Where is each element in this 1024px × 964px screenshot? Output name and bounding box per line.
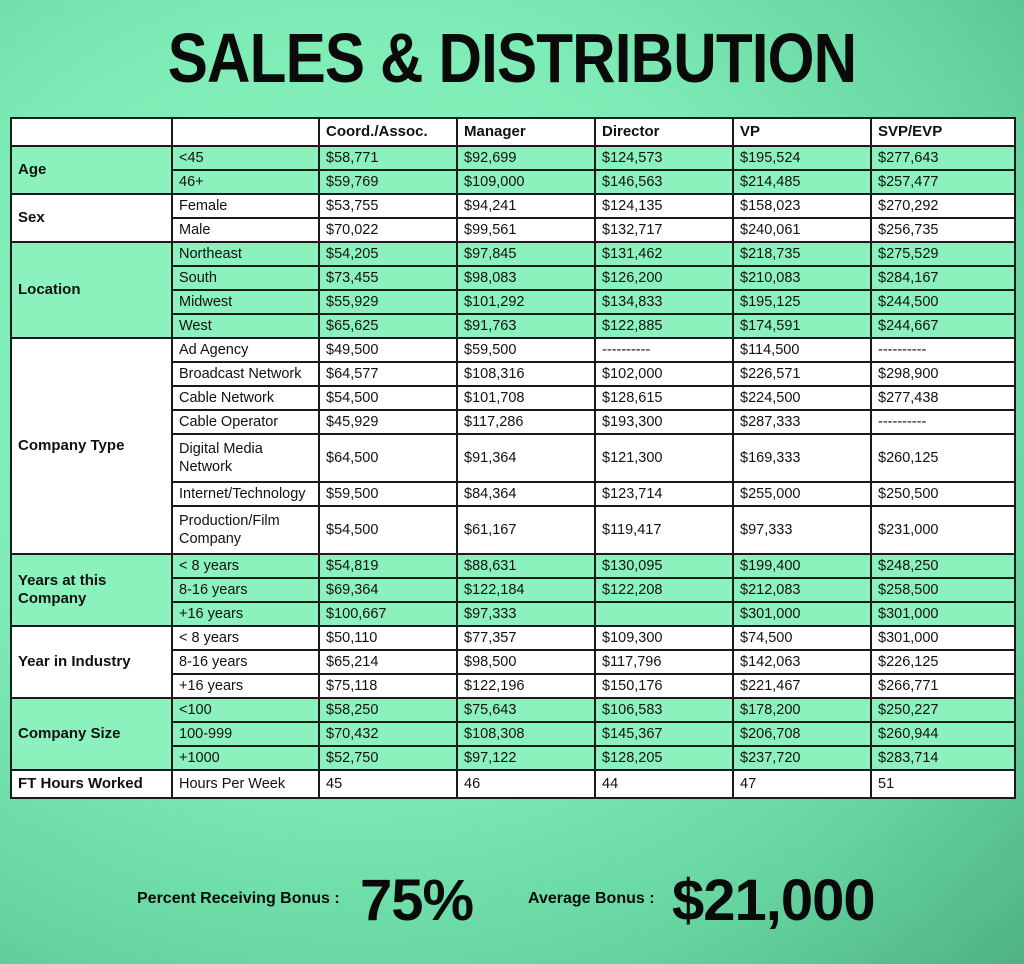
- row-label: Cable Network: [172, 386, 319, 410]
- value-cell: $97,333: [733, 506, 871, 554]
- value-cell: $301,000: [871, 602, 1015, 626]
- value-cell: ----------: [871, 410, 1015, 434]
- value-cell: $55,929: [319, 290, 457, 314]
- table-row: [11, 554, 1015, 578]
- category-label: Location: [11, 242, 172, 338]
- value-cell: $275,529: [871, 242, 1015, 266]
- value-cell: $97,845: [457, 242, 595, 266]
- value-cell: $244,500: [871, 290, 1015, 314]
- value-cell: $145,367: [595, 722, 733, 746]
- value-cell: $54,205: [319, 242, 457, 266]
- value-cell: $99,561: [457, 218, 595, 242]
- table-row: [11, 242, 1015, 266]
- value-cell: $132,717: [595, 218, 733, 242]
- value-cell: $126,200: [595, 266, 733, 290]
- value-cell: $64,500: [319, 434, 457, 482]
- value-cell: $108,308: [457, 722, 595, 746]
- value-cell: $258,500: [871, 578, 1015, 602]
- value-cell: $146,563: [595, 170, 733, 194]
- value-cell: $65,625: [319, 314, 457, 338]
- page-title: SALES & DISTRIBUTION: [167, 19, 857, 97]
- value-cell: $270,292: [871, 194, 1015, 218]
- category-label: Sex: [11, 194, 172, 242]
- value-cell: $260,944: [871, 722, 1015, 746]
- value-cell: $128,205: [595, 746, 733, 770]
- value-cell: $218,735: [733, 242, 871, 266]
- value-cell: $277,438: [871, 386, 1015, 410]
- row-label: Internet/Technology: [172, 482, 319, 506]
- value-cell: $142,063: [733, 650, 871, 674]
- value-cell: $224,500: [733, 386, 871, 410]
- value-cell: $283,714: [871, 746, 1015, 770]
- value-cell: $59,769: [319, 170, 457, 194]
- value-cell: $130,095: [595, 554, 733, 578]
- value-cell: $75,643: [457, 698, 595, 722]
- value-cell: $250,500: [871, 482, 1015, 506]
- row-label: Female: [172, 194, 319, 218]
- column-header: SVP/EVP: [871, 118, 1015, 146]
- value-cell: 47: [733, 770, 871, 798]
- value-cell: $122,885: [595, 314, 733, 338]
- row-label: Midwest: [172, 290, 319, 314]
- value-cell: $122,196: [457, 674, 595, 698]
- header-row: [11, 118, 1015, 146]
- value-cell: ----------: [595, 338, 733, 362]
- category-label: Years at this Company: [11, 554, 172, 626]
- row-label: Hours Per Week: [172, 770, 319, 798]
- table-row: [11, 770, 1015, 798]
- value-cell: $74,500: [733, 626, 871, 650]
- salary-table: [10, 117, 1016, 799]
- percent-bonus-value: 75%: [360, 868, 474, 933]
- value-cell: $195,524: [733, 146, 871, 170]
- value-cell: $250,227: [871, 698, 1015, 722]
- value-cell: $98,500: [457, 650, 595, 674]
- value-cell: $108,316: [457, 362, 595, 386]
- value-cell: $70,022: [319, 218, 457, 242]
- value-cell: $53,755: [319, 194, 457, 218]
- row-label: <45: [172, 146, 319, 170]
- value-cell: $65,214: [319, 650, 457, 674]
- value-cell: $206,708: [733, 722, 871, 746]
- value-cell: $59,500: [319, 482, 457, 506]
- value-cell: $58,771: [319, 146, 457, 170]
- value-cell: $117,796: [595, 650, 733, 674]
- value-cell: $94,241: [457, 194, 595, 218]
- column-header: Director: [595, 118, 733, 146]
- row-label: Digital Media Network: [172, 434, 319, 482]
- value-cell: $195,125: [733, 290, 871, 314]
- value-cell: $91,763: [457, 314, 595, 338]
- value-cell: $101,708: [457, 386, 595, 410]
- value-cell: $266,771: [871, 674, 1015, 698]
- value-cell: $174,591: [733, 314, 871, 338]
- percent-bonus-label: Percent Receiving Bonus :: [137, 890, 340, 907]
- row-label: < 8 years: [172, 554, 319, 578]
- value-cell: $248,250: [871, 554, 1015, 578]
- column-header: Manager: [457, 118, 595, 146]
- table-row: [11, 338, 1015, 362]
- value-cell: $257,477: [871, 170, 1015, 194]
- value-cell: $301,000: [871, 626, 1015, 650]
- value-cell: $58,250: [319, 698, 457, 722]
- category-label: Company Type: [11, 338, 172, 554]
- row-label: +1000: [172, 746, 319, 770]
- row-label: 100-999: [172, 722, 319, 746]
- value-cell: $92,699: [457, 146, 595, 170]
- value-cell: $255,000: [733, 482, 871, 506]
- average-bonus-value: $21,000: [672, 868, 875, 933]
- value-cell: $69,364: [319, 578, 457, 602]
- value-cell: 51: [871, 770, 1015, 798]
- value-cell: $122,208: [595, 578, 733, 602]
- value-cell: $277,643: [871, 146, 1015, 170]
- value-cell: $91,364: [457, 434, 595, 482]
- row-label: South: [172, 266, 319, 290]
- value-cell: $61,167: [457, 506, 595, 554]
- value-cell: $122,184: [457, 578, 595, 602]
- value-cell: $124,135: [595, 194, 733, 218]
- table-row: [11, 194, 1015, 218]
- value-cell: [595, 602, 733, 626]
- value-cell: $210,083: [733, 266, 871, 290]
- value-cell: $101,292: [457, 290, 595, 314]
- value-cell: $123,714: [595, 482, 733, 506]
- value-cell: $97,333: [457, 602, 595, 626]
- column-header: [11, 118, 172, 146]
- value-cell: $199,400: [733, 554, 871, 578]
- row-label: 8-16 years: [172, 578, 319, 602]
- value-cell: 44: [595, 770, 733, 798]
- value-cell: $54,819: [319, 554, 457, 578]
- column-header: VP: [733, 118, 871, 146]
- row-label: 8-16 years: [172, 650, 319, 674]
- row-label: <100: [172, 698, 319, 722]
- value-cell: $124,573: [595, 146, 733, 170]
- value-cell: $226,571: [733, 362, 871, 386]
- row-label: Northeast: [172, 242, 319, 266]
- value-cell: $109,300: [595, 626, 733, 650]
- row-label: +16 years: [172, 674, 319, 698]
- table-row: [11, 698, 1015, 722]
- value-cell: $128,615: [595, 386, 733, 410]
- value-cell: $287,333: [733, 410, 871, 434]
- value-cell: $244,667: [871, 314, 1015, 338]
- row-label: Male: [172, 218, 319, 242]
- value-cell: $70,432: [319, 722, 457, 746]
- value-cell: $193,300: [595, 410, 733, 434]
- value-cell: $212,083: [733, 578, 871, 602]
- category-label: Age: [11, 146, 172, 194]
- value-cell: $240,061: [733, 218, 871, 242]
- bonus-summary: [0, 866, 1024, 936]
- value-cell: $221,467: [733, 674, 871, 698]
- value-cell: $231,000: [871, 506, 1015, 554]
- column-header: [172, 118, 319, 146]
- category-label: Year in Industry: [11, 626, 172, 698]
- value-cell: $298,900: [871, 362, 1015, 386]
- value-cell: $256,735: [871, 218, 1015, 242]
- value-cell: $98,083: [457, 266, 595, 290]
- row-label: Broadcast Network: [172, 362, 319, 386]
- value-cell: ----------: [871, 338, 1015, 362]
- value-cell: $121,300: [595, 434, 733, 482]
- value-cell: $214,485: [733, 170, 871, 194]
- value-cell: $106,583: [595, 698, 733, 722]
- row-label: +16 years: [172, 602, 319, 626]
- value-cell: $284,167: [871, 266, 1015, 290]
- value-cell: $114,500: [733, 338, 871, 362]
- table-row: [11, 146, 1015, 170]
- value-cell: $301,000: [733, 602, 871, 626]
- value-cell: $158,023: [733, 194, 871, 218]
- row-label: < 8 years: [172, 626, 319, 650]
- value-cell: $97,122: [457, 746, 595, 770]
- value-cell: $226,125: [871, 650, 1015, 674]
- value-cell: $77,357: [457, 626, 595, 650]
- value-cell: $117,286: [457, 410, 595, 434]
- value-cell: $49,500: [319, 338, 457, 362]
- row-label: 46+: [172, 170, 319, 194]
- value-cell: $84,364: [457, 482, 595, 506]
- average-bonus-label: Average Bonus :: [528, 890, 655, 907]
- value-cell: $45,929: [319, 410, 457, 434]
- value-cell: $131,462: [595, 242, 733, 266]
- value-cell: $119,417: [595, 506, 733, 554]
- row-label: Cable Operator: [172, 410, 319, 434]
- value-cell: $50,110: [319, 626, 457, 650]
- value-cell: $102,000: [595, 362, 733, 386]
- value-cell: $150,176: [595, 674, 733, 698]
- value-cell: $100,667: [319, 602, 457, 626]
- value-cell: $134,833: [595, 290, 733, 314]
- value-cell: 45: [319, 770, 457, 798]
- value-cell: $178,200: [733, 698, 871, 722]
- value-cell: $59,500: [457, 338, 595, 362]
- value-cell: $237,720: [733, 746, 871, 770]
- value-cell: $73,455: [319, 266, 457, 290]
- category-label: FT Hours Worked: [11, 770, 172, 798]
- value-cell: $54,500: [319, 506, 457, 554]
- column-header: Coord./Assoc.: [319, 118, 457, 146]
- value-cell: $109,000: [457, 170, 595, 194]
- table-row: [11, 626, 1015, 650]
- value-cell: $54,500: [319, 386, 457, 410]
- category-label: Company Size: [11, 698, 172, 770]
- row-label: West: [172, 314, 319, 338]
- value-cell: $64,577: [319, 362, 457, 386]
- row-label: Ad Agency: [172, 338, 319, 362]
- value-cell: 46: [457, 770, 595, 798]
- value-cell: $260,125: [871, 434, 1015, 482]
- value-cell: $88,631: [457, 554, 595, 578]
- value-cell: $52,750: [319, 746, 457, 770]
- row-label: Production/Film Company: [172, 506, 319, 554]
- value-cell: $169,333: [733, 434, 871, 482]
- value-cell: $75,118: [319, 674, 457, 698]
